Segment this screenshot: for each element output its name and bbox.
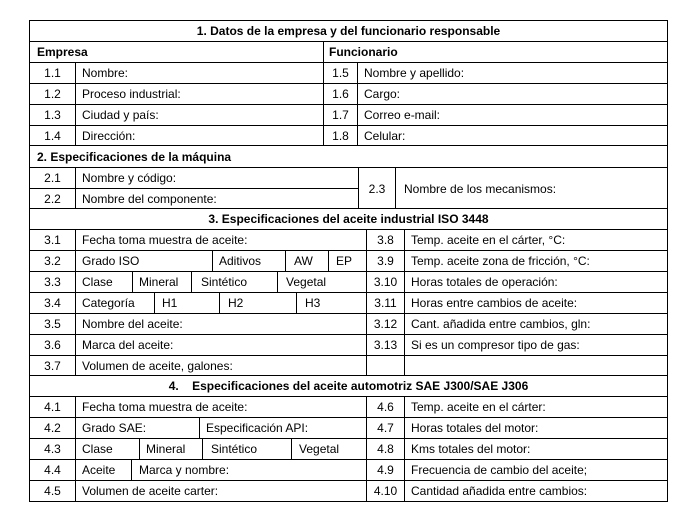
row-number: 4.10 <box>366 480 404 501</box>
row-number: 3.2 <box>30 250 75 271</box>
field-marca-aceite[interactable]: Marca del aceite: <box>75 334 366 355</box>
option-sintetico[interactable]: Sintético <box>191 271 277 292</box>
field-cantidad-anadida[interactable]: Cantidad añadida entre cambios: <box>404 480 667 501</box>
option-h2[interactable]: H2 <box>219 292 296 313</box>
row-number: 1.6 <box>323 83 357 104</box>
row-number: 3.3 <box>30 271 75 292</box>
section-1-title: 1. Datos de la empresa y del funcionario responsable <box>196 24 501 38</box>
row-number: 1.4 <box>30 125 75 146</box>
field-horas-operacion[interactable]: Horas totales de operación: <box>404 271 667 292</box>
section-4 <box>29 375 668 502</box>
row-number: 3.11 <box>366 292 404 313</box>
row-number: 3.8 <box>366 229 404 250</box>
section-1 <box>29 20 668 145</box>
row-number: 1.5 <box>323 62 357 83</box>
field-nombre[interactable]: Nombre: <box>75 62 323 83</box>
row-number: 3.1 <box>30 229 75 250</box>
field-kms-motor[interactable]: Kms totales del motor: <box>404 438 667 459</box>
field-cantidad-anadida-gln[interactable]: Cant. añadida entre cambios, gln: <box>404 313 667 334</box>
field-grado-iso[interactable]: Grado ISO <box>75 250 212 271</box>
row-number: 2.3 <box>358 167 395 209</box>
row-number: 4.2 <box>30 417 75 438</box>
field-temp-friccion-c[interactable]: Temp. aceite zona de fricción, °C: <box>404 250 667 271</box>
field-marca-nombre[interactable]: Marca y nombre: <box>131 459 366 480</box>
field-volumen-carter[interactable]: Volumen de aceite carter: <box>75 480 366 501</box>
field-celular[interactable]: Celular: <box>357 125 667 146</box>
row-number: 4.4 <box>30 459 75 480</box>
field-fecha-muestra[interactable]: Fecha toma muestra de aceite: <box>75 229 366 250</box>
empresa-header: Empresa <box>30 41 323 62</box>
row-number: 1.7 <box>323 104 357 125</box>
field-cargo[interactable]: Cargo: <box>357 83 667 104</box>
field-nombre-codigo[interactable]: Nombre y código: <box>75 167 358 188</box>
inspection-form <box>29 20 668 502</box>
field-nombre-mecanismos[interactable]: Nombre de los mecanismos: <box>395 167 667 209</box>
field-frecuencia-cambio[interactable]: Frecuencia de cambio del aceite; <box>404 459 667 480</box>
row-number: 4.7 <box>366 417 404 438</box>
row-number: 3.9 <box>366 250 404 271</box>
label-categoria: Categoría <box>75 292 154 313</box>
row-number: 2.1 <box>30 167 75 188</box>
option-mineral[interactable]: Mineral <box>132 271 191 292</box>
field-volumen-galones[interactable]: Volumen de aceite, galones: <box>75 355 366 376</box>
row-number: 4.5 <box>30 480 75 501</box>
label-clase: Clase <box>75 438 139 459</box>
row-number: 1.8 <box>323 125 357 146</box>
row-number: 3.13 <box>366 334 404 355</box>
row-number: 1.3 <box>30 104 75 125</box>
section-3-title: 3. Especificaciones del aceite industrial ISO 3448 <box>208 212 489 226</box>
field-nombre-apellido[interactable]: Nombre y apellido: <box>357 62 667 83</box>
row-number: 4.3 <box>30 438 75 459</box>
row-number: 2.2 <box>30 188 75 209</box>
section-4-title: 4. Especificaciones del aceite automotriz SAE J300/SAE J306 <box>168 379 529 393</box>
row-number: 4.6 <box>366 396 404 417</box>
section-2-title: 2. Especificaciones de la máquina <box>37 149 232 164</box>
option-aw[interactable]: AW <box>285 250 328 271</box>
empty-cell <box>404 355 667 376</box>
field-ciudad-pais[interactable]: Ciudad y país: <box>75 104 323 125</box>
row-number: 3.5 <box>30 313 75 334</box>
field-grado-sae[interactable]: Grado SAE: <box>75 417 199 438</box>
label-aceite: Aceite <box>75 459 131 480</box>
row-number: 3.10 <box>366 271 404 292</box>
option-h3[interactable]: H3 <box>296 292 366 313</box>
row-number: 3.6 <box>30 334 75 355</box>
field-nombre-componente[interactable]: Nombre del componente: <box>75 188 358 209</box>
option-h1[interactable]: H1 <box>154 292 219 313</box>
empty-cell <box>366 355 404 376</box>
row-number: 3.7 <box>30 355 75 376</box>
row-number: 1.2 <box>30 83 75 104</box>
field-horas-entre-cambios[interactable]: Horas entre cambios de aceite: <box>404 292 667 313</box>
field-compresor-gas[interactable]: Si es un compresor tipo de gas: <box>404 334 667 355</box>
row-number: 4.9 <box>366 459 404 480</box>
field-horas-motor[interactable]: Horas totales del motor: <box>404 417 667 438</box>
field-direccion[interactable]: Dirección: <box>75 125 323 146</box>
option-sintetico[interactable]: Sintético <box>202 438 291 459</box>
option-vegetal[interactable]: Vegetal <box>277 271 366 292</box>
field-aditivos[interactable]: Aditivos <box>212 250 285 271</box>
row-number: 4.8 <box>366 438 404 459</box>
row-number: 3.12 <box>366 313 404 334</box>
option-ep[interactable]: EP <box>328 250 366 271</box>
row-number: 1.1 <box>30 62 75 83</box>
field-nombre-aceite[interactable]: Nombre del aceite: <box>75 313 366 334</box>
row-number: 4.1 <box>30 396 75 417</box>
field-correo[interactable]: Correo e-mail: <box>357 104 667 125</box>
label-clase: Clase <box>75 271 132 292</box>
field-proceso-industrial[interactable]: Proceso industrial: <box>75 83 323 104</box>
section-3 <box>29 208 668 375</box>
option-vegetal[interactable]: Vegetal <box>291 438 366 459</box>
field-especificacion-api[interactable]: Especificación API: <box>199 417 366 438</box>
option-mineral[interactable]: Mineral <box>139 438 202 459</box>
funcionario-header: Funcionario <box>323 41 667 62</box>
row-number: 3.4 <box>30 292 75 313</box>
field-fecha-muestra-auto[interactable]: Fecha toma muestra de aceite: <box>75 396 366 417</box>
section-2 <box>29 145 668 208</box>
field-temp-carter-c[interactable]: Temp. aceite en el cárter, °C: <box>404 229 667 250</box>
field-temp-carter[interactable]: Temp. aceite en el cárter: <box>404 396 667 417</box>
